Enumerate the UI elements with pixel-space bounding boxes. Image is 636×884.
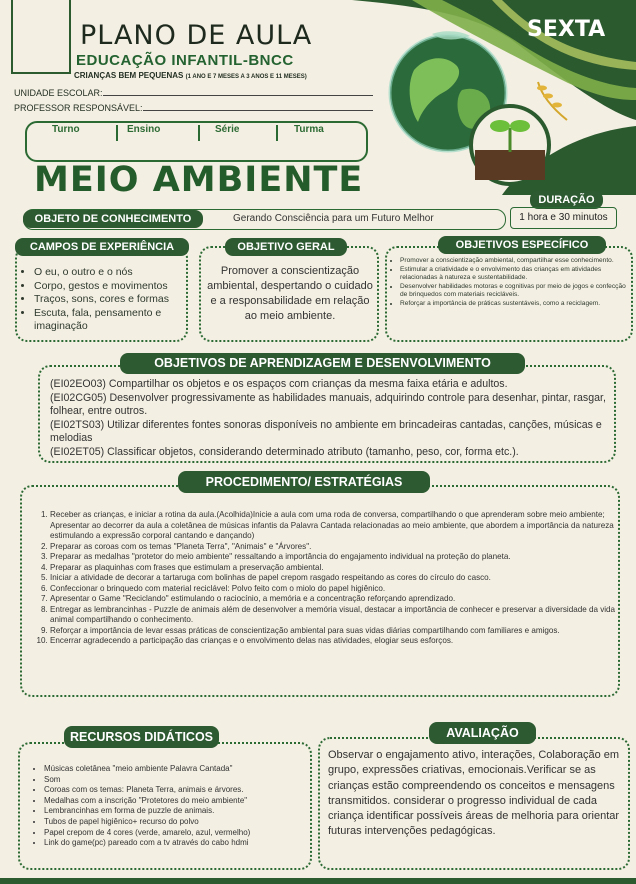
teacher-line (143, 110, 373, 111)
list-item: • Traços, sons, cores e formas (34, 293, 189, 307)
list-item: 10. Encerrar agradecendo a participação das crianças e o envolvimento delas nas atividades, elogiar seus esforços. (50, 636, 620, 647)
resources-list (32, 764, 310, 849)
fields-list (24, 266, 189, 334)
list-item: • Corpo, gestos e movimentos (34, 280, 189, 294)
list-item: • Promover a conscientização ambiental, compartilhar esse conhecimento. (400, 257, 632, 265)
list-item: • O eu, o outro e o nós (34, 266, 189, 280)
specific-objectives-list (392, 257, 632, 309)
school-label: UNIDADE ESCOLAR: (14, 88, 103, 98)
shift-label: Turno (52, 124, 80, 135)
page-title: PLANO DE AULA (80, 20, 313, 51)
list-item: 8. Entregar as lembrancinhas - Puzzle de animais além de desenvolver a memória visual, destacar a importância de conhecer e preservar a diversidade da vida animal compartilhando o conhecimento. (50, 605, 620, 626)
list-item: 9. Reforçar a importância de levar essas práticas de conscientização ambiental para suas vidas diárias compartilhando com familiares e amigos. (50, 626, 620, 637)
info-divider (116, 125, 118, 141)
list-item: • Lembrancinhas em forma de puzzle de animais. (44, 806, 310, 817)
age-group-range: (1 ANO E 7 MESES A 3 ANOS E 11 MESES) (185, 74, 307, 80)
duration-label: DURAÇÃO (530, 191, 603, 209)
list-item: (EI02CG05) Desenvolver progressivamente as habilidades manuais, adquirindo controle para desenhar, pintar, rasgar, folhear, entre outros. (50, 391, 606, 418)
list-item: • Desenvolver habilidades motoras e cognitivas por meio de jogos e confecção de brinquedos com materiais recicláveis. (400, 283, 632, 299)
list-item: • Reforçar a importância de práticas sustentáveis, como a reciclagem. (400, 300, 632, 308)
fields-label: CAMPOS DE EXPERIÊNCIA (15, 238, 189, 256)
teacher-field (14, 103, 373, 113)
info-divider (198, 125, 200, 141)
list-item: • Som (44, 775, 310, 786)
list-item: 6. Confeccionar o brinquedo com material reciclável: Polvo feito com o miolo do papel higiênico. (50, 584, 620, 595)
learning-objectives-list (50, 378, 610, 460)
list-item: 4. Preparar as plaquinhas com frases que estimulam a preservação ambiental. (50, 563, 620, 574)
list-item: • Estimular a criatividade e o envolvimento das crianças em atividades relacionadas à natureza e sustentabilidade. (400, 266, 632, 282)
grade-label: Série (215, 124, 240, 135)
theme-title: MEIO AMBIENTE (34, 160, 364, 200)
list-item: (EI02ET05) Classificar objetos, considerando determinado atributo (tamanho, peso, cor, forma etc.). (50, 445, 519, 458)
age-group (74, 71, 307, 80)
learning-objectives-label: OBJETIVOS DE APRENDIZAGEM E DESENVOLVIMENTO (120, 353, 525, 374)
header-frame (11, 0, 71, 74)
list-item: 1. Receber as crianças, e iniciar a rotina da aula.(Acolhida)Inicie a aula com uma roda de conversa, compartilhando o que aprenderam sobre meio ambiente; Apresentar ao decorrer da aula a coletânea de músicas infantis da Palavra Cantada relacionadas ao meio ambiente, que abordem a importância da natureza estimulando a expressão corporal cantando e dançando) (50, 510, 620, 542)
list-item: 5. Iniciar a atividade de decorar a tartaruga com bolinhas de papel crepom rasgado respeitando as cores do círculo do casco. (50, 573, 620, 584)
level-label: Ensino (127, 124, 161, 135)
school-line (103, 95, 373, 96)
specific-objectives-label: OBJETIVOS ESPECÍFICO (438, 236, 606, 254)
school-field (14, 88, 373, 98)
list-item: • Tubos de papel higiênico+ recurso do polvo (44, 817, 310, 828)
age-group-label: CRIANÇAS BEM PEQUENAS (74, 71, 184, 80)
list-item: • Escuta, fala, pensamento e imaginação (34, 307, 189, 334)
list-item: 3. Preparar as medalhas "protetor do meio ambiente" ressaltando a importância do engajamento individual na proteção do planeta. (50, 552, 620, 563)
list-item: 7. Apresentar o Game "Reciclando" estimulando o raciocínio, a memória e a concentração reforçando aprendizado. (50, 594, 620, 605)
list-item: • Medalhas com a inscrição "Protetores do meio ambiente" (44, 796, 310, 807)
weekday-label: SEXTA (527, 17, 606, 42)
list-item: (EI02TS03) Utilizar diferentes fontes sonoras disponíveis no ambiente em brincadeiras cantadas, canções, músicas e melodias (50, 418, 602, 445)
list-item: 2. Preparar as coroas com os temas "Planeta Terra", "Animais" e "Árvores". (50, 542, 620, 553)
list-item: • Músicas coletânea "meio ambiente Palavra Cantada" (44, 764, 310, 775)
info-divider (276, 125, 278, 141)
procedure-label: PROCEDIMENTO/ ESTRATÉGIAS (178, 471, 430, 493)
general-objective-label: OBJETIVO GERAL (225, 238, 347, 256)
evaluation-label: AVALIAÇÃO (429, 722, 536, 744)
teacher-label: PROFESSOR RESPONSÁVEL: (14, 103, 143, 113)
class-label: Turma (294, 124, 324, 135)
knowledge-label: OBJETO DE CONHECIMENTO (23, 210, 203, 228)
list-item: • Link do game(pc) pareado com a tv através do cabo hdmi (44, 838, 310, 849)
resources-label: RECURSOS DIDÁTICOS (64, 726, 219, 748)
footer-bar (0, 878, 636, 884)
list-item: • Coroas com os temas: Planeta Terra, animais e árvores. (44, 785, 310, 796)
page-subtitle: EDUCAÇÃO INFANTIL-BNCC (76, 52, 294, 69)
general-objective-text: Promover a conscientização ambiental, despertando o cuidado e a responsabilidade em relação ao meio ambiente. (207, 265, 373, 322)
knowledge-value: Gerando Consciência para um Futuro Melhor (233, 213, 434, 224)
duration-value: 1 hora e 30 minutos (510, 207, 617, 229)
procedure-list (40, 510, 620, 647)
list-item: (EI02EO03) Compartilhar os objetos e os espaços com crianças da mesma faixa etária e adultos. (50, 378, 508, 390)
evaluation-text: Observar o engajamento ativo, interações, Colaboração em grupo, expressões criativas, emocionais.Verificar se as crianças estão compreendendo os conceitos e mensagens transmitidos. considerar o progresso individual de cada criança identificar possíveis áreas de melhoria para orientar futuras intervenções pedagógicas. (328, 749, 620, 838)
list-item: • Papel crepom de 4 cores (verde, amarelo, azul, vermelho) (44, 828, 310, 839)
